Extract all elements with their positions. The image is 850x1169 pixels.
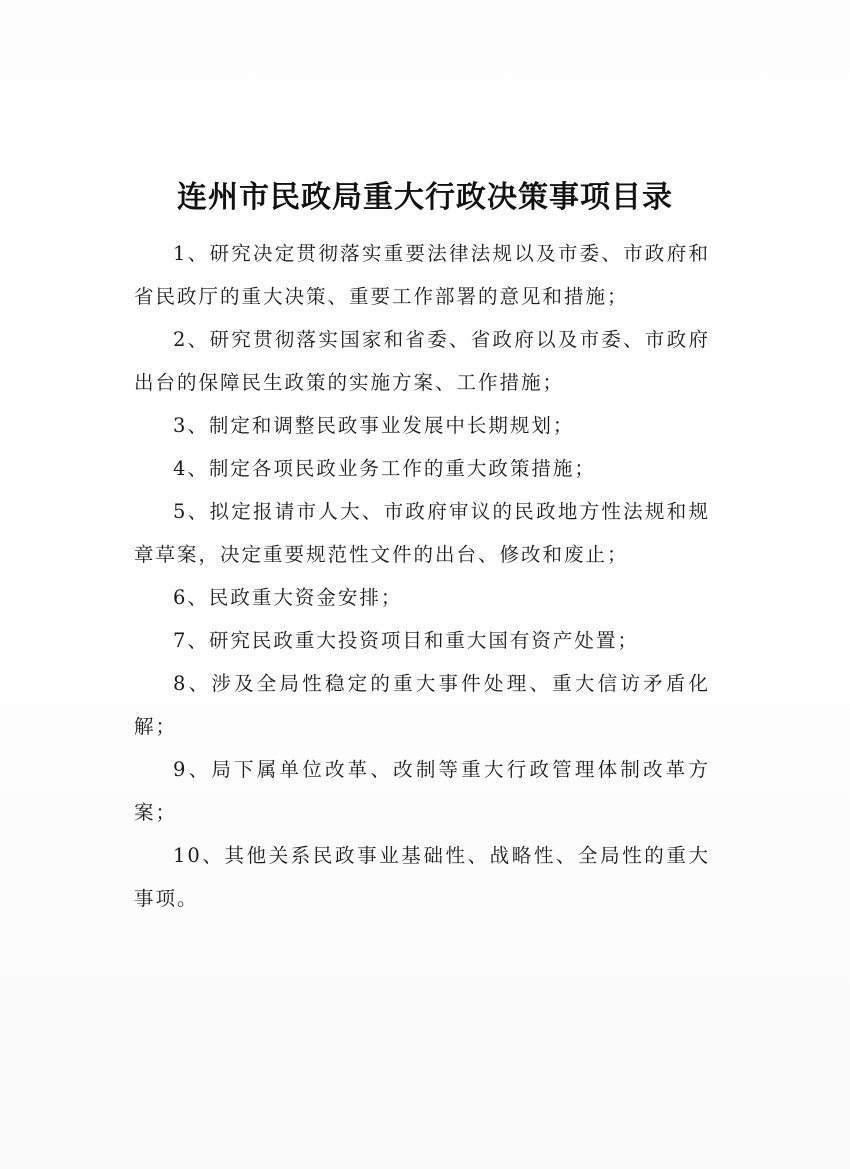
document-title: 连州市民政局重大行政决策事项目录 (177, 180, 673, 215)
list-item-4: 4、制定各项民政业务工作的重大政策措施； (173, 457, 596, 480)
list-item-3: 3、制定和调整民政事业发展中长期规划； (173, 414, 575, 437)
list-item-7: 7、研究民政重大投资项目和重大国有资产处置； (173, 629, 639, 652)
list-item-9: 9、局下属单位改革、改制等重大行政管理体制改革方案； (134, 758, 710, 824)
list-item-1: 1、研究决定贯彻落实重要法律法规以及市委、市政府和省民政厅的重大决策、重要工作部署的意见和措施； (134, 242, 710, 308)
item-list (134, 232, 710, 920)
list-item-6: 6、民政重大资金安排； (173, 586, 403, 609)
list-item-2: 2、研究贯彻落实国家和省委、省政府以及市委、市政府出台的保障民生政策的实施方案、工作措施； (134, 328, 710, 394)
list-item-5: 5、拟定报请市人大、市政府审议的民政地方性法规和规章草案，决定重要规范性文件的出台、修改和废止； (134, 500, 710, 566)
list-item-8: 8、涉及全局性稳定的重大事件处理、重大信访矛盾化解； (134, 672, 710, 738)
list-item-10: 10、其他关系民政事业基础性、战略性、全局性的重大事项。 (134, 844, 710, 910)
